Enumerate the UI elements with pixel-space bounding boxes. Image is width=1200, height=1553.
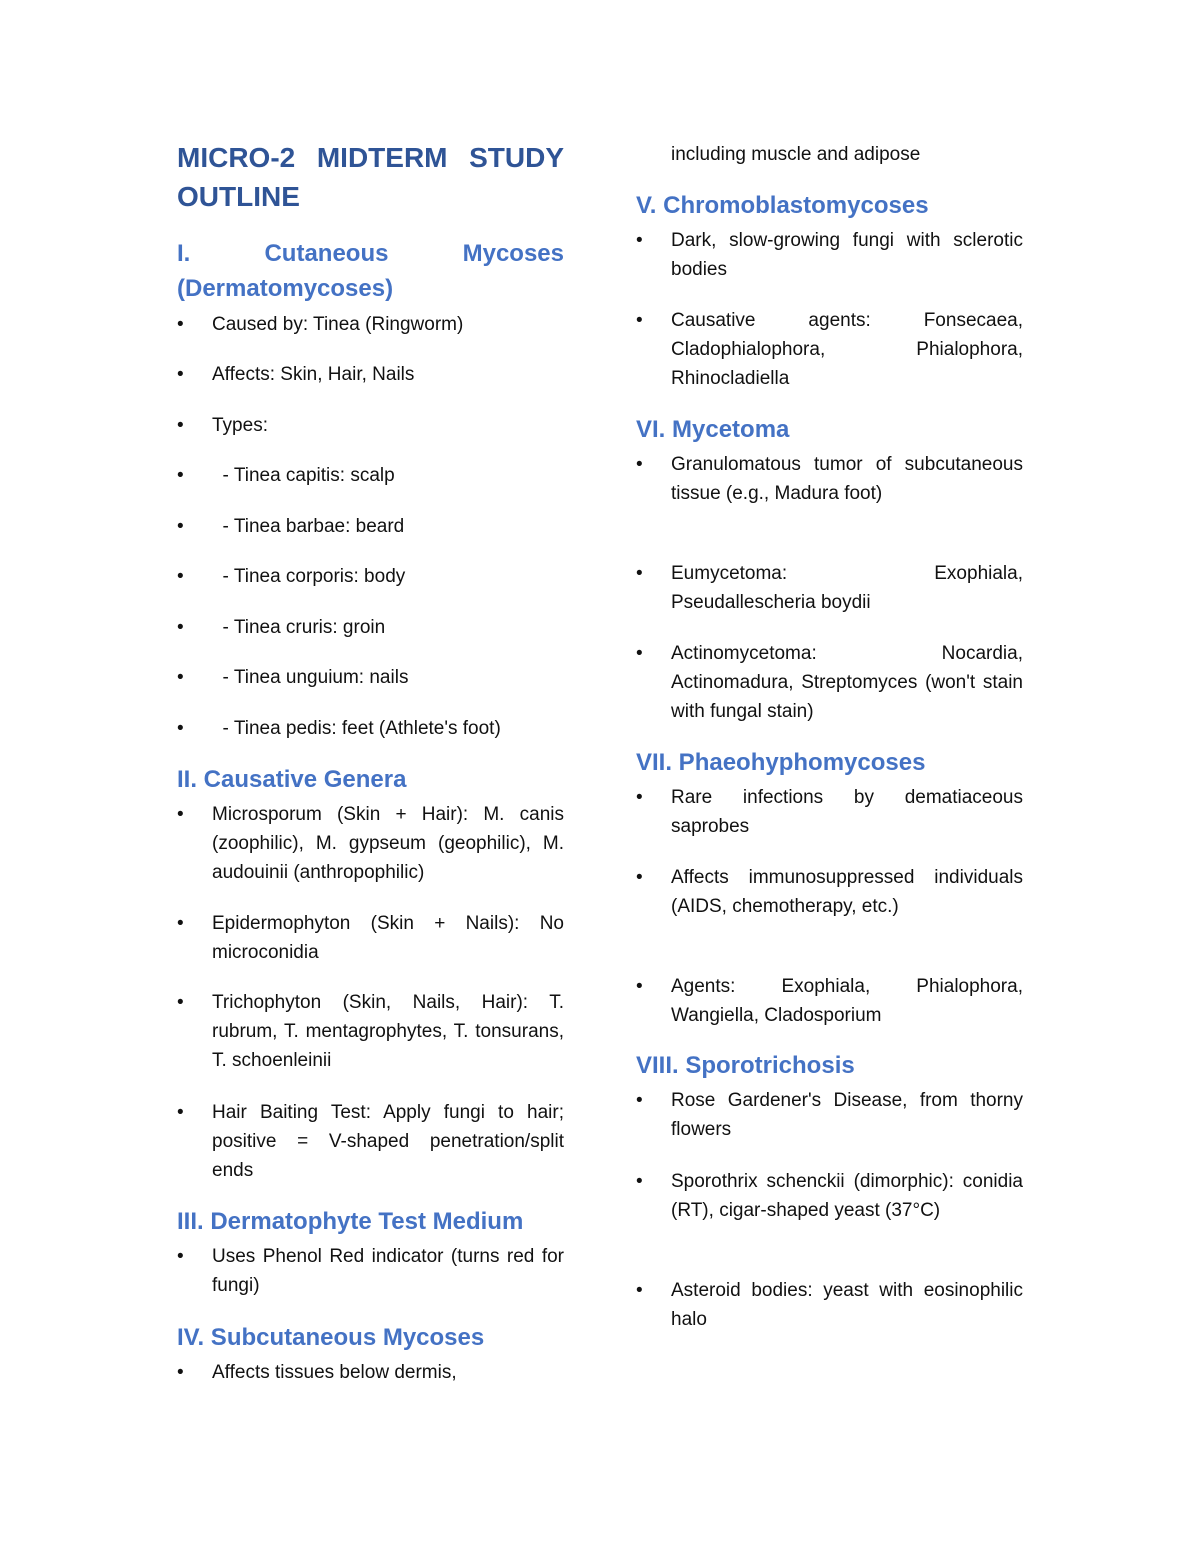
list-item: • - Tinea pedis: feet (Athlete's foot) bbox=[177, 714, 564, 743]
page-title: MICRO-2 MIDTERM STUDY OUTLINE bbox=[177, 142, 564, 212]
list-item: • Uses Phenol Red indicator (turns red for fungi) bbox=[177, 1242, 564, 1300]
list-item: • Sporothrix schenckii (dimorphic): conidia (RT), cigar-shaped yeast (37°C) bbox=[636, 1167, 1023, 1225]
list-item-continuation: including muscle and adipose bbox=[671, 144, 921, 165]
list-item: • Types: bbox=[177, 411, 564, 440]
section-heading-sporotrichosis: VIII. Sporotrichosis bbox=[636, 1052, 855, 1079]
list-item: • Dark, slow-growing fungi with sclerotic bodies bbox=[636, 226, 1023, 284]
list-item: • Asteroid bodies: yeast with eosinophilic halo bbox=[636, 1276, 1023, 1334]
list-item: • Rose Gardener's Disease, from thorny flowers bbox=[636, 1086, 1023, 1144]
list-item: • Rare infections by dematiaceous saprobes bbox=[636, 783, 1023, 841]
list-item: • Affects tissues below dermis, bbox=[177, 1358, 564, 1387]
list-item: • Hair Baiting Test: Apply fungi to hair; positive = V-shaped penetration/split ends bbox=[177, 1098, 564, 1185]
list-item: • - Tinea corporis: body bbox=[177, 562, 564, 591]
list-item: • Granulomatous tumor of subcutaneous tissue (e.g., Madura foot) bbox=[636, 450, 1023, 508]
list-item: • Affects: Skin, Hair, Nails bbox=[177, 360, 564, 389]
list-item: • Microsporum (Skin + Hair): M. canis (zoophilic), M. gypseum (geophilic), M. audouinii (anthropophilic) bbox=[177, 800, 564, 887]
section-heading-phaeohyphomycoses: VII. Phaeohyphomycoses bbox=[636, 749, 926, 776]
list-item: • - Tinea unguium: nails bbox=[177, 663, 564, 692]
section-heading-dermatophyte-test-medium: III. Dermatophyte Test Medium bbox=[177, 1208, 524, 1235]
list-item: • Causative agents: Fonsecaea, Cladophialophora, Phialophora, Rhinocladiella bbox=[636, 306, 1023, 393]
list-item: • Actinomycetoma: Nocardia, Actinomadura, Streptomyces (won't stain with fungal stain) bbox=[636, 639, 1023, 726]
section-heading-subcutaneous-mycoses: IV. Subcutaneous Mycoses bbox=[177, 1324, 485, 1351]
list-item: • Eumycetoma: Exophiala, Pseudallescheria boydii bbox=[636, 559, 1023, 617]
list-item: • Caused by: Tinea (Ringworm) bbox=[177, 310, 564, 339]
section-heading-chromoblastomycoses: V. Chromoblastomycoses bbox=[636, 192, 929, 219]
list-item: • - Tinea barbae: beard bbox=[177, 512, 564, 541]
list-item: • Agents: Exophiala, Phialophora, Wangiella, Cladosporium bbox=[636, 972, 1023, 1030]
section-heading-causative-genera: II. Causative Genera bbox=[177, 766, 407, 793]
list-item: • Trichophyton (Skin, Nails, Hair): T. rubrum, T. mentagrophytes, T. tonsurans, T. schoenleinii bbox=[177, 988, 564, 1075]
section-heading-cutaneous-mycoses: I. Cutaneous Mycoses (Dermatomycoses) bbox=[177, 240, 564, 302]
list-item: • Affects immunosuppressed individuals (AIDS, chemotherapy, etc.) bbox=[636, 863, 1023, 921]
list-item: • - Tinea cruris: groin bbox=[177, 613, 564, 642]
list-item: • Epidermophyton (Skin + Nails): No microconidia bbox=[177, 909, 564, 967]
list-item: • - Tinea capitis: scalp bbox=[177, 461, 564, 490]
section-heading-mycetoma: VI. Mycetoma bbox=[636, 416, 790, 443]
